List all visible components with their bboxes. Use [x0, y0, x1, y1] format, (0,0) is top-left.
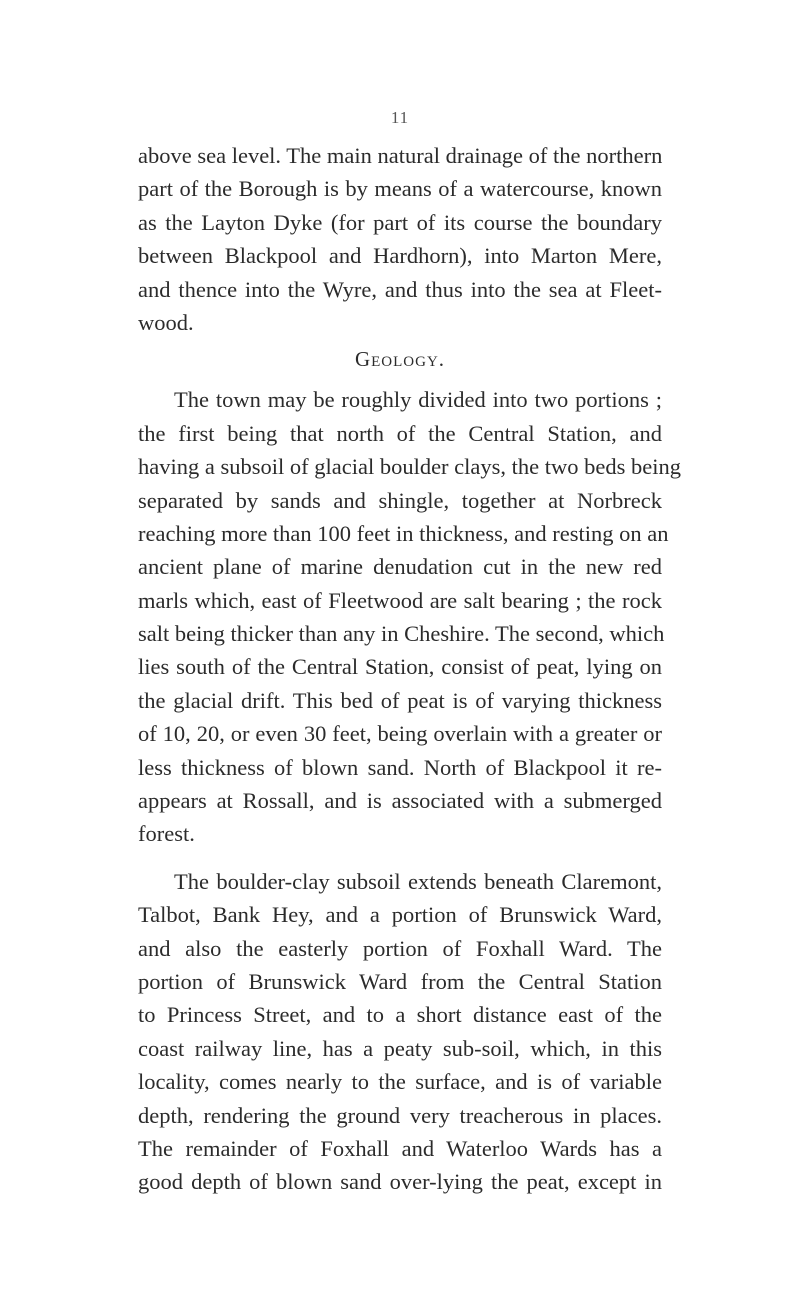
- text-line: as the Layton Dyke (for part of its course the boundary: [138, 209, 662, 235]
- text-line: the first being that north of the Central Station, and: [138, 420, 662, 446]
- section-heading: Geology.: [354, 347, 446, 372]
- text-line: portion of Brunswick Ward from the Central Station: [138, 968, 662, 994]
- text-line: reaching more than 100 feet in thickness, and resting on an: [138, 520, 669, 546]
- text-line: to Princess Street, and to a short distance east of the: [138, 1002, 662, 1028]
- text-line: between Blackpool and Hardhorn), into Marton Mere,: [138, 243, 662, 269]
- text-line: forest.: [138, 821, 195, 847]
- text-line: having a subsoil of glacial boulder clays, the two beds being: [138, 454, 681, 480]
- text-line: of 10, 20, or even 30 feet, being overlain with a greater or: [138, 721, 662, 747]
- body-text: [138, 139, 681, 1199]
- text-line: The boulder-clay subsoil extends beneath Claremont,: [174, 868, 662, 894]
- paragraph-spacer: [138, 851, 662, 865]
- text-line: less thickness of blown sand. North of Blackpool it re-: [138, 754, 662, 780]
- text-line: depth, rendering the ground very treacherous in places.: [138, 1102, 662, 1128]
- text-line: Talbot, Bank Hey, and a portion of Brunswick Ward,: [138, 902, 662, 928]
- text-line: part of the Borough is by means of a watercourse, known: [138, 176, 662, 202]
- text-line: the glacial drift. This bed of peat is of varying thickness: [138, 687, 662, 713]
- text-line: and also the easterly portion of Foxhall Ward. The: [138, 935, 662, 961]
- paragraph-drainage: [138, 139, 662, 339]
- text-line: above sea level. The main natural drainage of the northern: [138, 143, 663, 168]
- text-line: The remainder of Foxhall and Waterloo Wards has a: [138, 1135, 662, 1161]
- text-line: appears at Rossall, and is associated with a submerged: [138, 788, 662, 814]
- page-number: 11: [390, 108, 410, 127]
- text-line: The town may be roughly divided into two portions ;: [174, 387, 662, 413]
- text-line: and thence into the Wyre, and thus into the sea at Fleet-: [138, 276, 662, 302]
- text-line: salt being thicker than any in Cheshire. The second, which: [138, 621, 665, 647]
- text-line: wood.: [138, 309, 194, 335]
- paragraph-geology: [138, 383, 681, 850]
- text-line: locality, comes nearly to the surface, and is of variable: [138, 1069, 662, 1095]
- text-line: ancient plane of marine denudation cut in the new red: [138, 554, 662, 580]
- text-line: marls which, east of Fleetwood are salt bearing ; the rock: [138, 587, 662, 613]
- text-line: good depth of blown sand over-lying the peat, except in: [138, 1169, 662, 1195]
- paragraph-subsoil: [138, 865, 662, 1199]
- text-line: coast railway line, has a peaty sub-soil, which, in this: [138, 1035, 662, 1061]
- text-line: separated by sands and shingle, together at Norbreck: [138, 487, 662, 513]
- text-line: lies south of the Central Station, consist of peat, lying on: [138, 654, 662, 680]
